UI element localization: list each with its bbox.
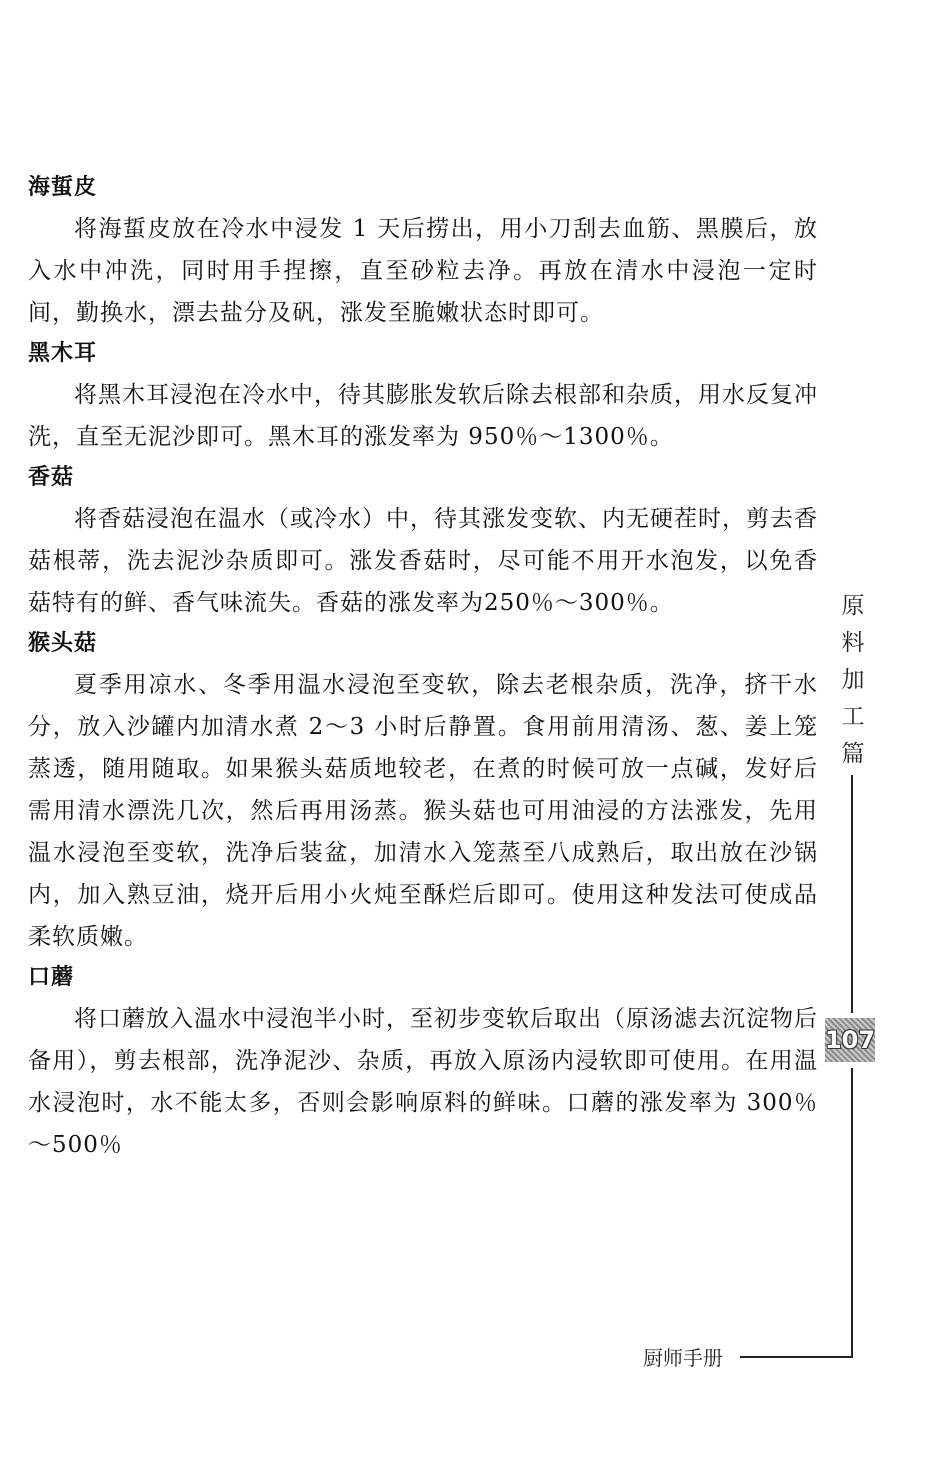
main-content xyxy=(28,168,818,1166)
chapter-side-label xyxy=(838,588,868,773)
margin-rule-bottom xyxy=(851,1068,853,1356)
section-heimuer xyxy=(28,334,818,458)
side-label-char: 原 xyxy=(841,593,865,619)
margin-rule-top xyxy=(851,775,853,1013)
side-label-char: 料 xyxy=(841,630,865,656)
page-number: 107 xyxy=(824,1026,876,1054)
side-label-char: 加 xyxy=(841,667,865,693)
section-paragraph: 夏季用凉水、冬季用温水浸泡至变软，除去老根杂质，洗净，挤干水分，放入沙罐内加清水煮 2～3 小时后静置。食用前用清汤、葱、姜上笼蒸透，随用随取。如果猴头菇质地较老，在煮的时候可放一点碱，发好后需用清水漂洗几次，然后再用汤蒸。猴头菇也可用油浸的方法涨发，先用温水浸泡至变软，洗净后装盆，加清水入笼蒸至八成熟后，取出放在沙锅内，加入熟豆油，烧开后用小火炖至酥烂后即可。使用这种发法可使成品柔软质嫩。 xyxy=(28,672,818,950)
section-title: 猴头菇 xyxy=(28,631,98,656)
section-haizhepi xyxy=(28,168,818,334)
section-paragraph: 将口蘑放入温水中浸泡半小时，至初步变软后取出（原汤滤去沉淀物后备用），剪去根部，洗净泥沙、杂质，再放入原汤内浸软即可使用。在用温水浸泡时，水不能太多，否则会影响原料的鲜味。口蘑的涨发率为 300％～500％ xyxy=(28,1006,818,1158)
section-paragraph: 将海蜇皮放在冷水中浸发 1 天后捞出，用小刀刮去血筋、黑膜后，放入水中冲洗，同时用手捏擦，直至砂粒去净。再放在清水中浸泡一定时间，勤换水，漂去盐分及矾，涨发至脆嫩状态时即可。 xyxy=(28,216,818,326)
footer-rule xyxy=(740,1356,853,1358)
footer-book-title: 厨师手册 xyxy=(643,1346,723,1370)
section-koumo xyxy=(28,958,818,1166)
side-label-char: 篇 xyxy=(841,741,865,767)
page-number-box xyxy=(825,1018,875,1062)
section-paragraph: 将香菇浸泡在温水（或冷水）中，待其涨发变软、内无硬茬时，剪去香菇根蒂，洗去泥沙杂质即可。涨发香菇时，尽可能不用开水泡发，以免香菇特有的鲜、香气味流失。香菇的涨发率为250％～300％。 xyxy=(28,506,818,616)
section-title: 黑木耳 xyxy=(28,341,98,366)
section-title: 海蜇皮 xyxy=(28,175,98,200)
section-paragraph: 将黑木耳浸泡在冷水中，待其膨胀发软后除去根部和杂质，用水反复冲洗，直至无泥沙即可。黑木耳的涨发率为 950％～1300％。 xyxy=(28,382,818,450)
section-xianggu xyxy=(28,458,818,624)
section-title: 口蘑 xyxy=(28,965,75,990)
section-houtougu xyxy=(28,624,818,958)
side-label-char: 工 xyxy=(841,704,865,730)
section-title: 香菇 xyxy=(28,465,75,490)
